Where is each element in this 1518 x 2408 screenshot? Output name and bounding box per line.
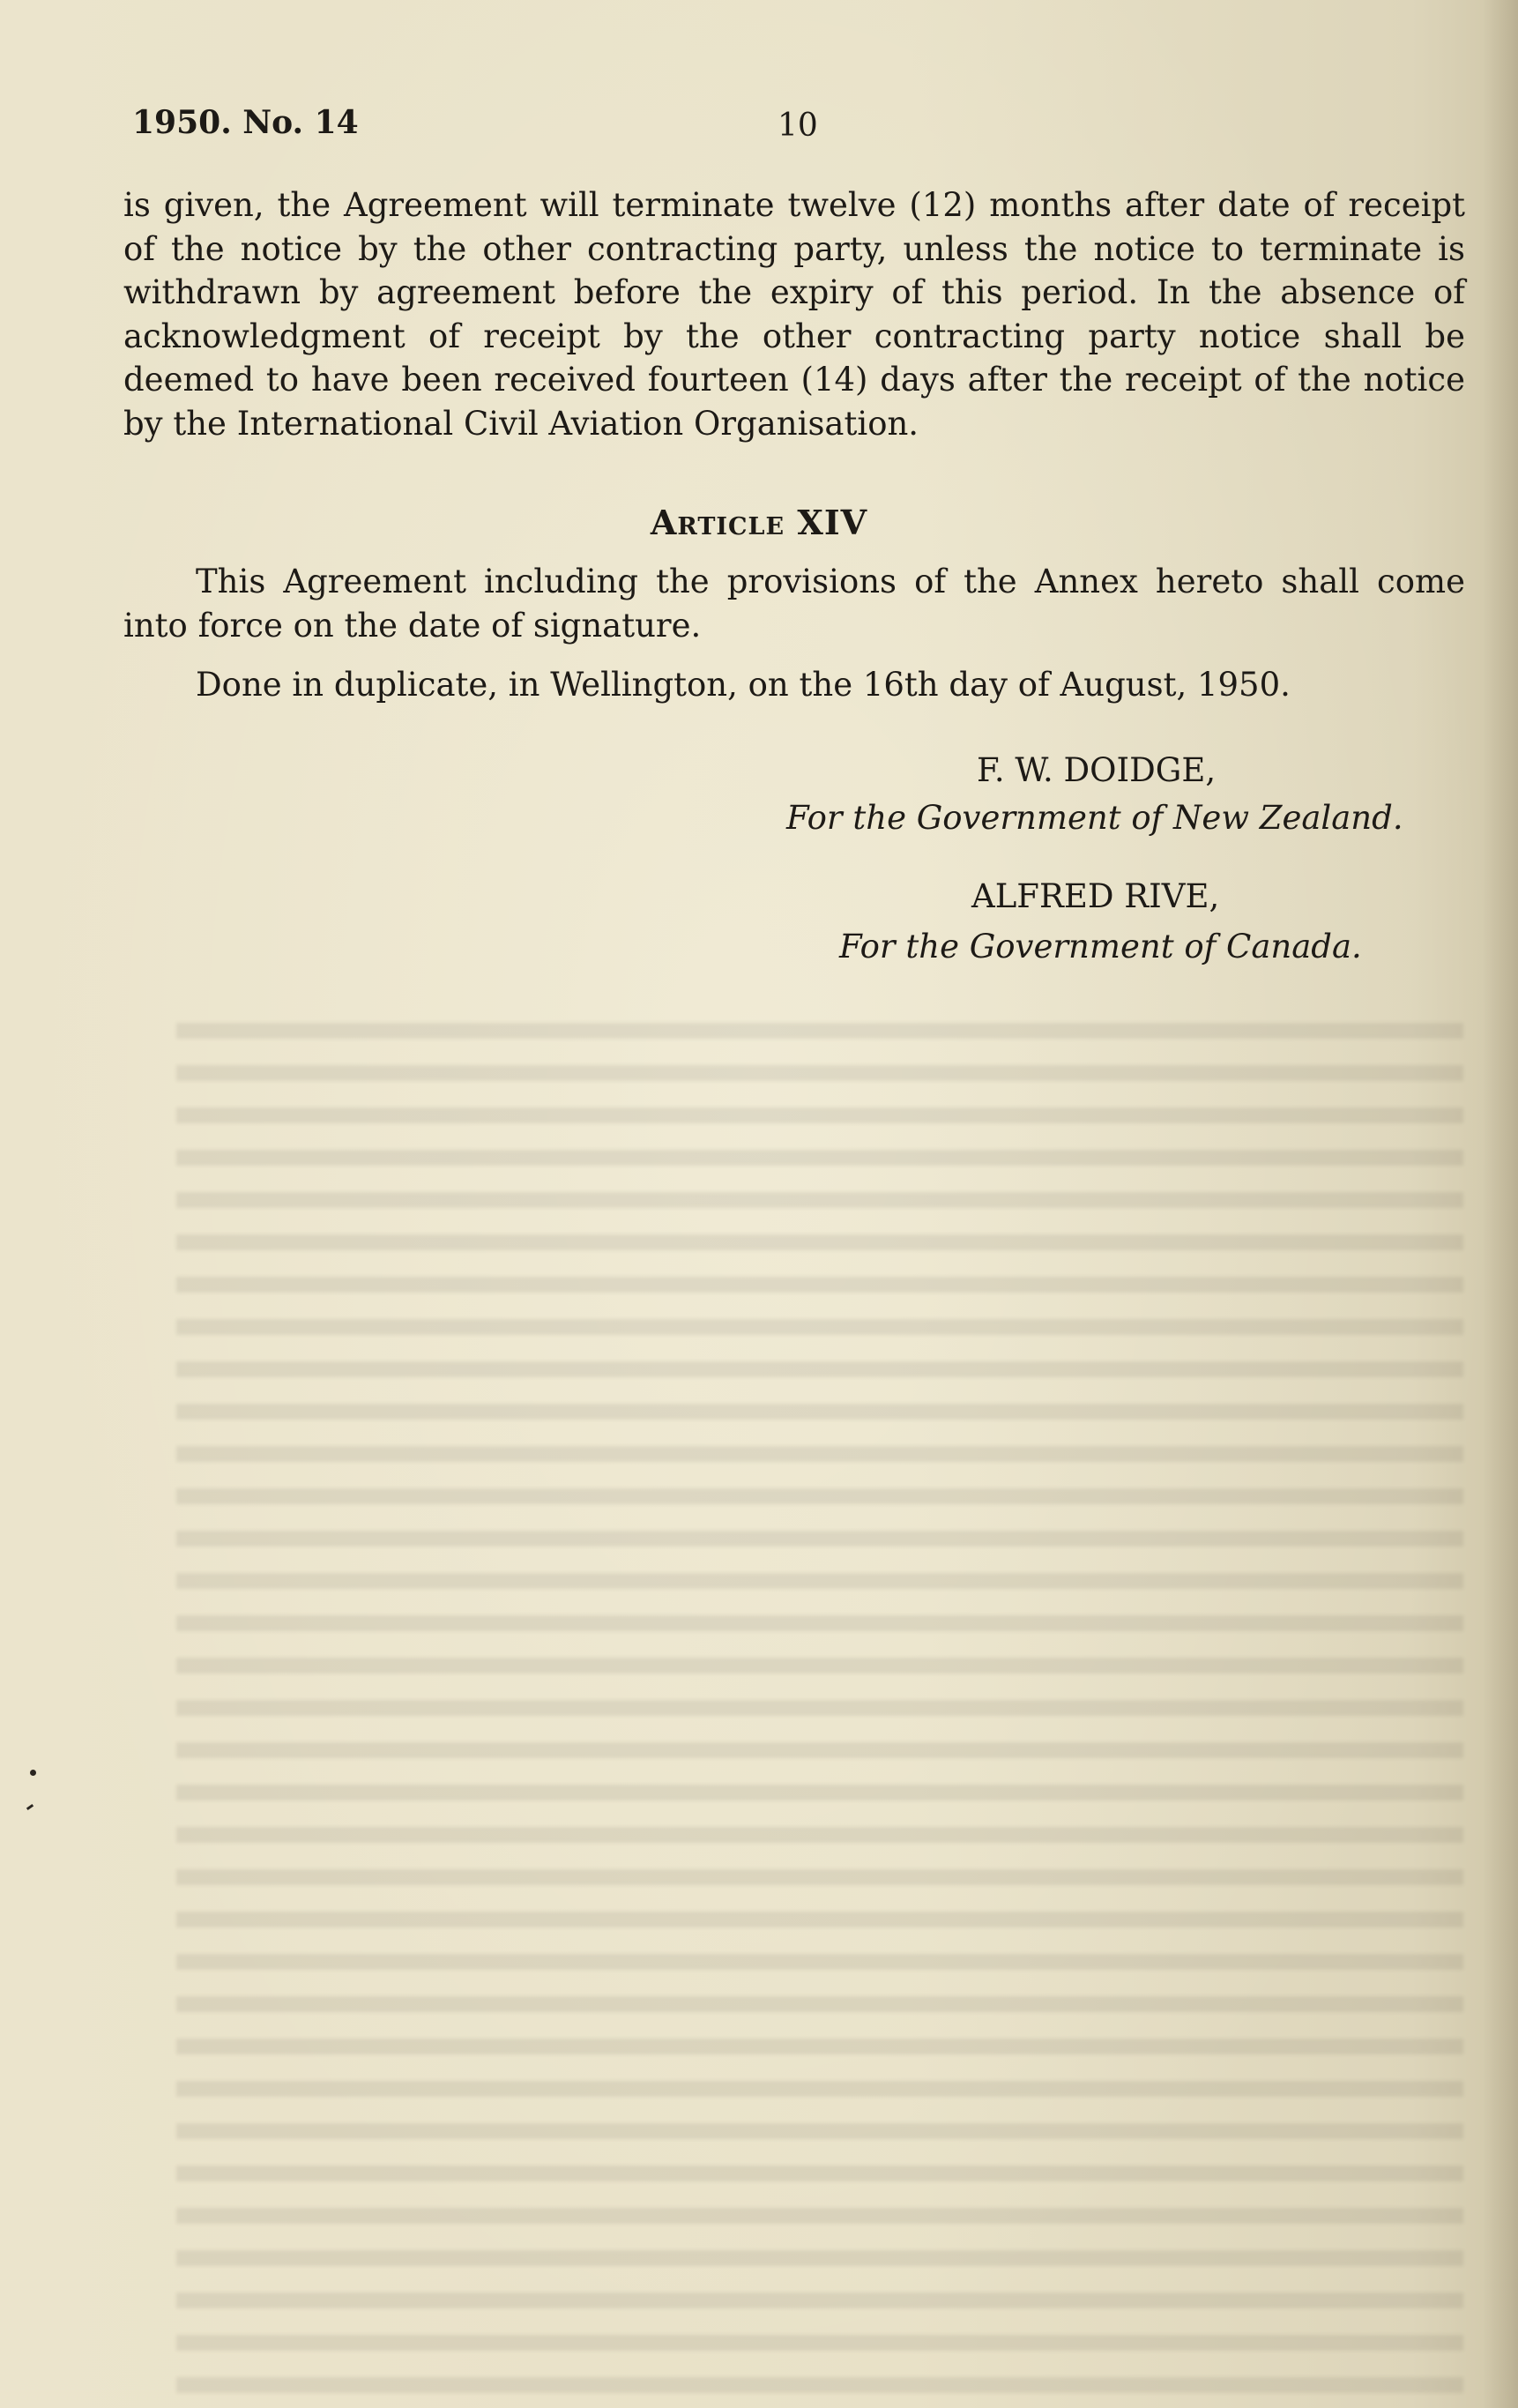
signatory-government-canada: For the Government of Canada. [839, 928, 1362, 965]
signatory-name-canada: ALFRED RIVE, [971, 877, 1220, 915]
signatory-government-new-zealand: For the Government of New Zealand. [786, 799, 1403, 837]
paragraph-termination: is given, the Agreement will terminate twelve (12) months after date of receipt of the notice by the other contracting party, unless the notice to terminate is withdrawn by agreement before the expiry of this period. In the absence of acknowledgment of receipt by the other contracting party notice shall be deemed to have been received fourteen (14) days after the receipt of the notice by the International Civil Aviation Organisation. [123, 186, 1465, 443]
margin-mark [26, 1804, 33, 1810]
margin-mark [30, 1770, 36, 1776]
document-reference: 1950. No. 14 [132, 104, 359, 141]
page-number: 10 [778, 108, 818, 144]
paragraph-done-in-duplicate: Done in duplicate, in Wellington, on the 16th day of August, 1950. [196, 666, 1291, 704]
paragraph-entry-into-force: This Agreement including the provisions of the Annex hereto shall come into force on the date of signature. [123, 563, 1465, 645]
page-header [132, 104, 1455, 157]
spine-shadow [1483, 0, 1518, 2408]
show-through-text [176, 1023, 1463, 2398]
signatory-name-new-zealand: F. W. DOIDGE, [977, 751, 1217, 789]
article-heading: Article XIV [650, 503, 868, 542]
